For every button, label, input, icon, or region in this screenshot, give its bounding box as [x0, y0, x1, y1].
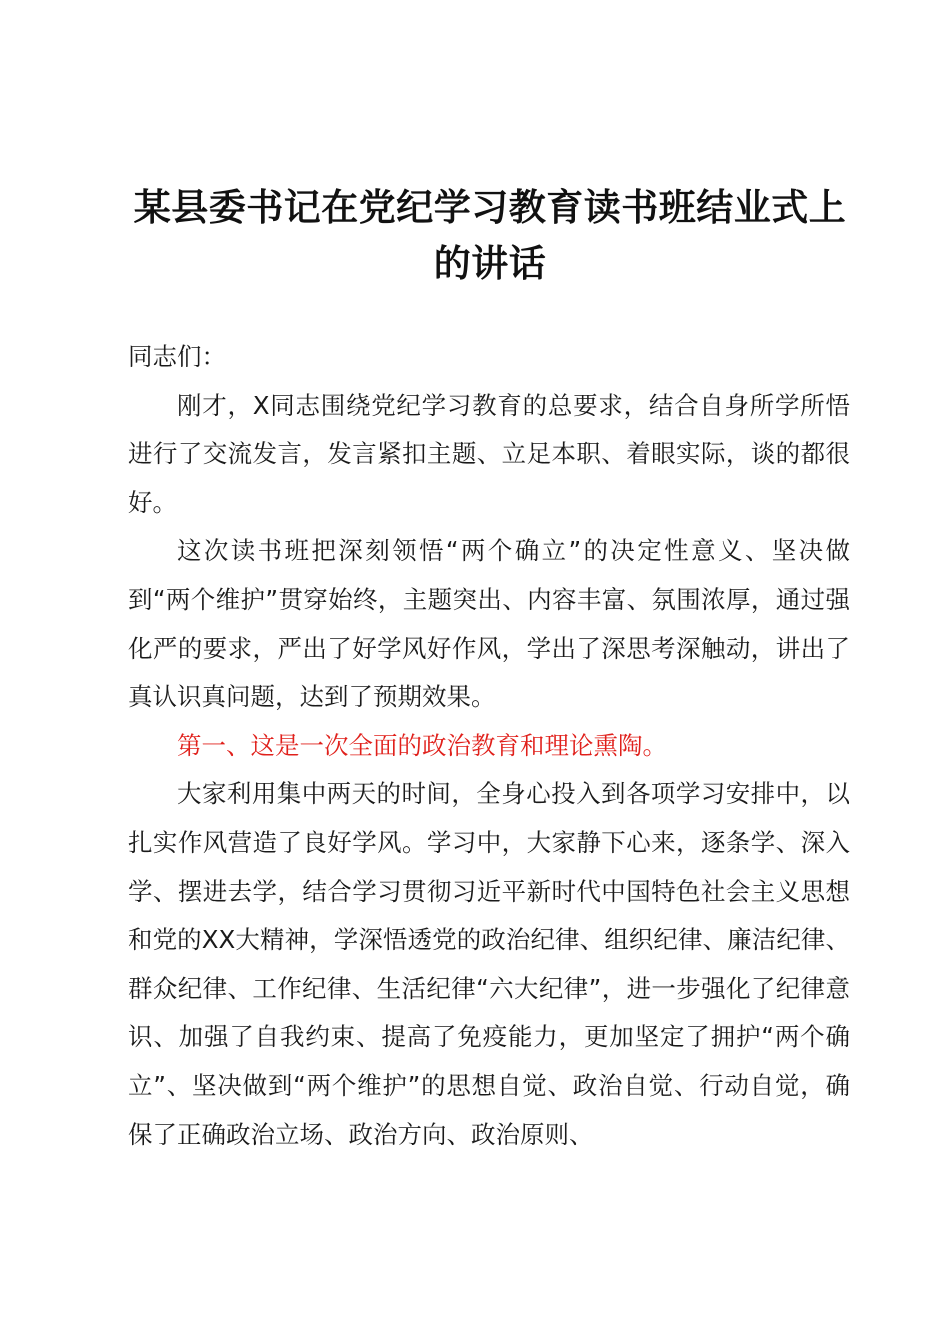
section-heading: 第一、这是一次全面的政治教育和理论熏陶。 [177, 730, 667, 760]
paragraph-intro: 刚才，X同志围绕党纪学习教育的总要求，结合自身所学所悟进行了交流发言，发言紧扣主题、立足本职、着眼实际，谈的都很好。 [128, 390, 850, 517]
document-title: 某县委书记在党纪学习教育读书班结业式上的讲话 [133, 186, 847, 285]
section-paragraph: 大家利用集中两天的时间，全身心投入到各项学习安排中，以扎实作风营造了良好学风。学习中，大家静下心来，逐条学、深入学、摆进去学，结合学习贯彻习近平新时代中国特色社会主义思想和党的XX大精神，学深悟透党的政治纪律、组织纪律、廉洁纪律、群众纪律、工作纪律、生活纪律“六大纪律”，进一步强化了纪律意识、加强了自我约束、提高了免疫能力，更加坚定了拥护“两个确立”、坚决做到“两个维护”的思想自觉、政治自觉、行动自觉，确保了正确政治立场、政治方向、政治原则、 [128, 779, 850, 1149]
paragraph-summary: 这次读书班把深刻领悟“两个确立”的决定性意义、坚决做到“两个维护”贯穿始终，主题突出、内容丰富、氛围浓厚，通过强化严的要求，严出了好学风好作风，学出了深思考深触动，讲出了真认识真问题，达到了预期效果。 [128, 536, 850, 712]
salutation: 同志们： [128, 342, 226, 371]
document-body [128, 333, 850, 1159]
